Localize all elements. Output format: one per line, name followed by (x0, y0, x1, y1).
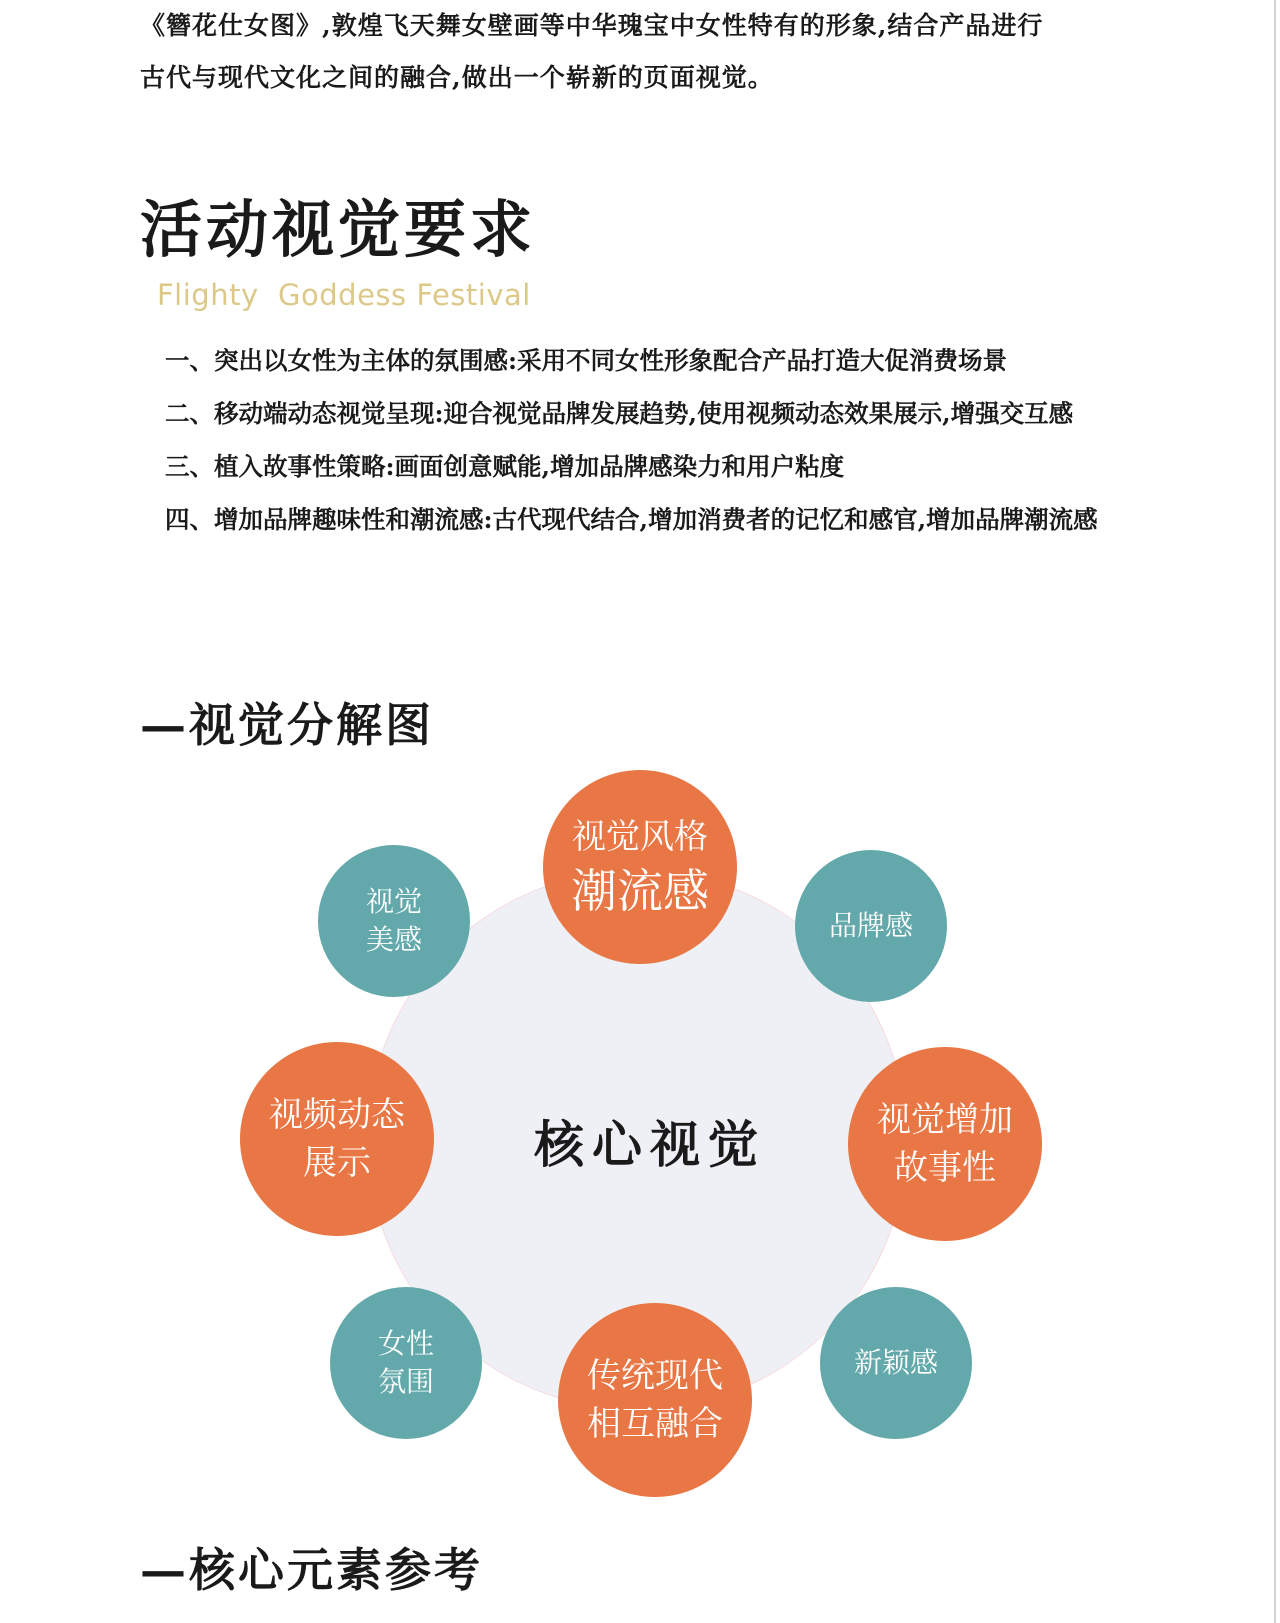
node-storytelling (848, 1047, 1042, 1241)
page-edge-divider (1274, 0, 1276, 1623)
node-visual-style (543, 770, 737, 964)
node-label: 潮流感 (571, 864, 709, 918)
requirement-item: 一、突出以女性为主体的氛围感:采用不同女性形象配合产品打造大促消费场景 (165, 346, 1008, 375)
node-label: 女性 (377, 1327, 434, 1360)
visual-breakdown-diagram (230, 760, 1050, 1500)
node-female-atmosphere (330, 1287, 482, 1439)
core-label: 核心视觉 (534, 1115, 766, 1174)
requirement-item: 三、植入故事性策略:画面创意赋能,增加品牌感染力和用户粘度 (165, 452, 845, 481)
node-label: 传统现代 (587, 1356, 723, 1396)
node-label: 美感 (365, 923, 422, 956)
node-brand-sense (795, 850, 947, 1002)
node-tradition-modern (558, 1303, 752, 1497)
node-label: 故事性 (894, 1148, 996, 1188)
node-label: 视觉增加 (877, 1100, 1013, 1140)
node-video-dynamic (240, 1042, 434, 1236)
node-label: 视频动态 (269, 1095, 405, 1135)
node-label: 品牌感 (828, 909, 913, 942)
node-visual-beauty (318, 845, 470, 997)
requirement-item: 二、移动端动态视觉呈现:迎合视觉品牌发展趋势,使用视频动态效果展示,增强交互感 (165, 399, 1074, 428)
intro-line: 《簪花仕女图》,敦煌飞天舞女壁画等中华瑰宝中女性特有的形象,结合产品进行 (140, 11, 1044, 40)
node-label: 氛围 (377, 1365, 434, 1398)
requirements-subtitle: Flighty Goddess Festival (157, 278, 531, 312)
node-label: 相互融合 (587, 1404, 723, 1444)
requirements-list (165, 334, 1155, 546)
node-label: 新颖感 (853, 1346, 938, 1379)
breakdown-section-title: —视觉分解图 (140, 698, 434, 752)
node-label: 视觉 (365, 885, 422, 918)
requirements-title: 活动视觉要求 (140, 193, 537, 266)
node-label: 视觉风格 (572, 817, 708, 857)
intro-paragraph (140, 0, 1140, 104)
intro-line: 古代与现代文化之间的融合,做出一个崭新的页面视觉。 (140, 63, 774, 92)
core-elements-section-title: —核心元素参考 (140, 1543, 483, 1597)
node-label: 展示 (303, 1143, 371, 1183)
node-novelty (820, 1287, 972, 1439)
requirement-item: 四、增加品牌趣味性和潮流感:古代现代结合,增加消费者的记忆和感官,增加品牌潮流感 (165, 505, 1098, 534)
